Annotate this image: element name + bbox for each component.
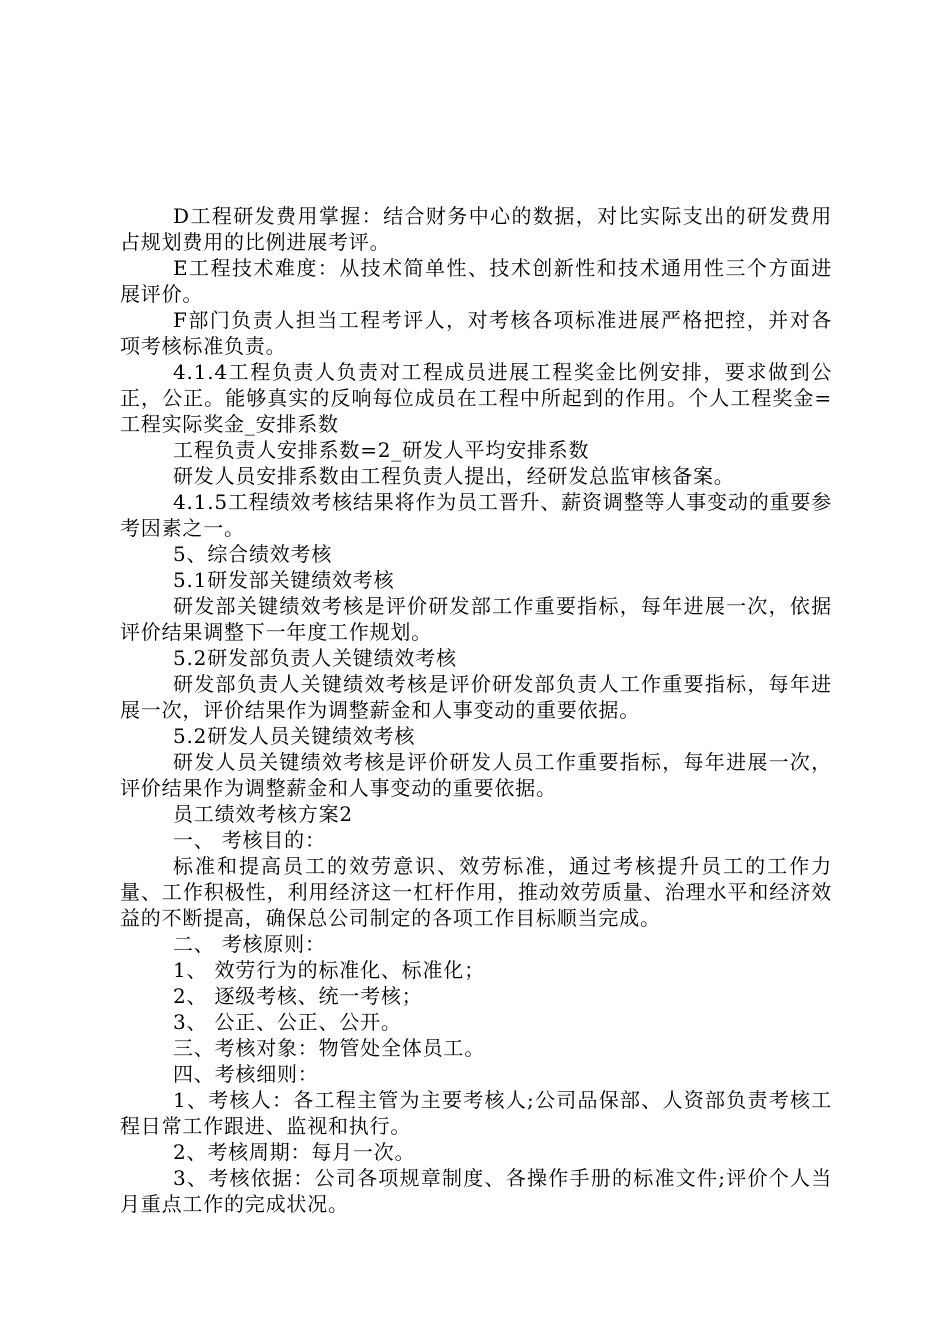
paragraph: 研发人员安排系数由工程负责人提出，经研发总监审核备案。: [173, 464, 735, 488]
subsection-heading: 5.2研发部负责人关键绩效考核: [173, 646, 457, 670]
subsection-heading: 5.2研发人员关键绩效考核: [173, 724, 416, 748]
list-item: 3、 公正、公正、公开。: [173, 1010, 402, 1034]
subsection-heading: 5.1研发部关键绩效考核: [173, 568, 395, 592]
paragraph: 工程负责人安排系数=2_研发人平均安排系数: [173, 438, 590, 462]
paragraph: 研发部关键绩效考核是评价研发部工作重要指标，每年进展一次，依据评价结果调整下一年度工作规划。: [120, 594, 832, 644]
paragraph: 4.1.5工程绩效考核结果将作为员工晋升、薪资调整等人事变动的重要参考因素之一。: [120, 490, 832, 540]
paragraph: 4.1.4工程负责人负责对工程成员进展工程奖金比例安排，要求做到公正，公正。能够真实的反响每位成员在工程中所起到的作用。个人工程奖金=工程实际奖金_安排系数: [120, 360, 832, 436]
section-heading: 三、考核对象：物管处全体员工。: [173, 1036, 485, 1060]
list-item: 1、 效劳行为的标准化、标准化；: [173, 958, 485, 982]
section-heading: 四、考核细则：: [173, 1062, 319, 1086]
list-item: 2、考核周期：每月一次。: [173, 1140, 416, 1164]
section-heading: 5、综合绩效考核: [173, 542, 333, 566]
paragraph: 研发人员关键绩效考核是评价研发人员工作重要指标，每年进展一次，评价结果作为调整薪金和人事变动的重要依据。: [120, 750, 832, 800]
section-heading: 一、 考核目的：: [173, 828, 326, 852]
document-title: 员工绩效考核方案2: [173, 802, 353, 826]
list-item: 3、考核依据：公司各项规章制度、各操作手册的标准文件;评价个人当月重点工作的完成状况。: [120, 1166, 832, 1216]
paragraph: D工程研发费用掌握：结合财务中心的数据，对比实际支出的研发费用占规划费用的比例进展考评。: [120, 204, 832, 254]
section-heading: 二、 考核原则：: [173, 932, 326, 956]
paragraph: 标准和提高员工的效劳意识、效劳标准，通过考核提升员工的工作力量、工作积极性，利用经济这一杠杆作用，推动效劳质量、治理水平和经济效益的不断提高，确保总公司制定的各项工作目标顺当完成。: [120, 854, 832, 930]
paragraph: E工程技术难度：从技术简单性、技术创新性和技术通用性三个方面进展评价。: [120, 256, 832, 306]
paragraph: 研发部负责人关键绩效考核是评价研发部负责人工作重要指标，每年进展一次，评价结果作为调整薪金和人事变动的重要依据。: [120, 672, 832, 722]
paragraph: F部门负责人担当工程考评人，对考核各项标准进展严格把控，并对各项考核标准负责。: [120, 308, 832, 358]
document-body: [120, 203, 832, 1217]
list-item: 2、 逐级考核、统一考核；: [173, 984, 423, 1008]
list-item: 1、考核人：各工程主管为主要考核人;公司品保部、人资部负责考核工程日常工作跟进、监视和执行。: [120, 1088, 832, 1138]
